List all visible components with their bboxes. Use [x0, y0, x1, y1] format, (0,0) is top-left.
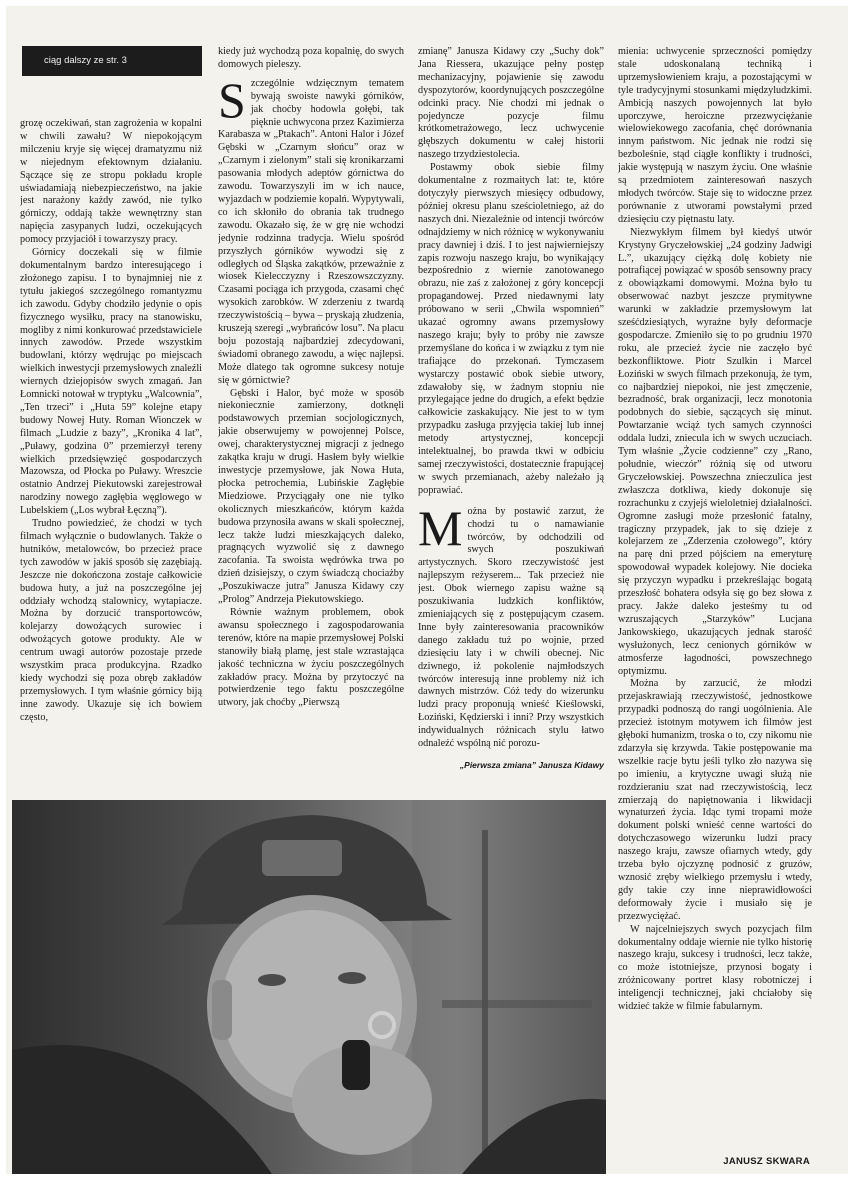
photo-caption: „Pierwsza zmiana” Janusza Kidawy: [459, 760, 604, 770]
paragraph: Postawmy obok siebie filmy dokumentalne z rozmaitych lat: te, które dotyczyły pierwszych miesięcy odbudowy, później okresu planu sześcioletniego, aż do naszych dni. Niezależnie od intencji twórców odnajdziemy w nich różnicę w wykonywaniu pracy dawniej i dziś. I to jest najwierniejszy zapis rozwoju naszego kraju, bo wynikający bezpośrednio z wiernie zanotowanego obrazu, nie zaś z założonej z góry koncepcji propagandowej. Przed niedawnymi laty próbowano w serii „Chwila wspomnień” ukazać ogromny awans przemysłowy naszego kraju; były to próby nie zawsze przemyślane do końca i w związku z tym nie trafiające do przekonań. Tymczasem wystarczy postawić obok siebie utwory, zdawałoby się, w żadnym stopniu nie przylegające jedne do drugich, a efekt będzie całkowicie zaskakujący. Nie jest to w tym przypadku zasługa przyjęcia takiej lub innej metody artystycznej, koncepcji intelektualnej, bo prawda tkwi w odbiciu samej rzeczywistości, dostatecznie frapującej w swych przemianach, ażeby należało ją poprawiać.: [418, 162, 604, 496]
drop-cap: S: [218, 71, 246, 128]
drop-cap: M: [418, 499, 463, 556]
paragraph: kiedy już wychodzą poza kopalnię, do swych domowych pieleszy.: [218, 46, 404, 70]
paragraph: Górnicy doczekali się w filmie dokumentalnym bardzo interesującego i złożonego zapisu. I to bynajmniej nie z tytułu jakiegoś szczególnego romantyzmu ich zawodu. Gdyby chodziło jedynie o opis fizycznego wysiłku, pracy na stanowisku, mogliby z nimi konkurować przedstawiciele innych zawodów. Przede wszystkim budowlani, którzy wędrując po miejscach wielkich inwestycji przemysłowych znaleźli wiernych dziejopisów swych zmagań. Jan Łomnicki notował w tryptyku „Walcownia”, „Ten trzeci” i „Huta 59” kolejne etapy budowy Nowej Huty. Roman Wionczek w filmach „Ludzie z bazy”, „Kronika 4 lat”, „Puławy, godzina 0” przemierzył tereny wielkich przedsięwzięć gospodarczych Mazowsza, od Płocka po Puławy. Wreszcie ostatnio Andrzej Piekutowski zarejestrował narodziny nowego zagłębia węglowego w Lubelskiem („Los wybrał Łęczną”).: [20, 247, 202, 517]
column-4: [618, 46, 812, 1146]
column-2: [218, 46, 404, 786]
miner-photo-icon: [12, 800, 606, 1174]
continued-banner: ciąg dalszy ze str. 3: [22, 46, 202, 76]
paragraph: Można by zarzucić, że młodzi przejaskrawiają rzeczywistość, jednostkowe przypadki podnoszą do rangi uogólnienia. Ale przecież istotnym motywem ich filmów jest głęboki humanizm, troska o to, czy nikomu nie zdarzyła się krzywda. Takie postępowanie ma wszelkie racje bytu jeśli tylko zło nazywa się po imieniu, a krytyczne uwagi służą nie rozdzieraniu szat nad rzeczywistością, lecz zmierzają do napiętnowania i likwidacji wynaturzeń życia. Idąc tymi tropami może dokument polski wnieść cenne wartości do dotychczasowego wizerunku ludzi pracy naszego kraju, zawsze ofiarnych wtedy, gdy trzeba było ojczyznę podnosić z gruzów, wznosić zręby wielkiego przemysłu i wtedy, gdy takie czy inne nieprawidłowości deformowały życie i musiało się je przezwyciężać.: [618, 678, 812, 922]
paragraph: W najcelniejszych swych pozycjach film dokumentalny oddaje wiernie nie tylko historię naszego kraju, sukcesy i trudności, lecz także, co może istotniejsze, przynosi bogaty i zróżnicowany portret klasy robotniczej i inteligencji technicznej, jaki chciałoby się widzieć także w filmie fabularnym.: [618, 923, 812, 1013]
paragraph-text: ożna by postawić zarzut, że chodzi tu o namawianie twórców, by odchodzili od swych poszukiwań artystycznych. Skoro rzeczywistość jest najlepszym reżyserem... Tak przecież nie jest. Obok wiernego zapisu ważne są poszukiwania ludzkich konfliktów, zmieniających się z postępującym czasem. Inne były zainteresowania pracowników danego zakładu tuż po wojnie, przed dziesięciu laty i w chwili obecnej. Nic dziwnego, iż pokolenie najmłodszych twórców interesują inne problemy niż ich dawnych mistrzów. Cóż tedy do wizerunku ludzi pracy proponują wnieść Kieślowski, Łoziński, Kędzierski i inni? Przy wszystkich indywidualnych różnicach stylu łatwo odnaleźć wspólną nić porozu-: [418, 505, 604, 750]
paragraph: Równie ważnym problemem, obok awansu społecznego i zagospodarowania terenów, które na mapie przemysłowej Polski stanowiły białą plamę, jest stale wzrastająca jakość techniczna w życiu poszczególnych zakładów pracy. Można by przytoczyć na potwierdzenie tego faktu poszczególne utwory, jak choćby „Pierwszą: [218, 606, 404, 709]
paragraph: Niezwykłym filmem był kiedyś utwór Krystyny Gryczełowskiej „24 godziny Jadwigi L.”, ukazujący ciężką dolę kobiety nie potrafiącej powiązać w sposób sensowny pracy z obowiązkami domowymi. Można było tu obserwować nazbyt jeszcze prymitywne warunki w zakładzie przemysłowym lat sześćdziesiątych, wyraźne były deformacje gospodarcze. Zmieniło się to po grudniu 1970 roku, ale przecież życie nie zaczęło być bezkonfliktowe. Piotr Szulkin i Marcel Łoziński w swych filmach przekonują, że tym, co najbardziej niepokoi, nie jest zmęczenie, bezradność, brak organizacji, lecz monotonia podobnych do siebie, sączących się minut. Powtarzanie wciąż tych samych czynności oddala ludzi, zniecula ich w swych uczuciach. Tym właśnie „Życie codzienne” czy „Rano, południe, wieczór” różnią się od utworu Gryczełowskiej. Powszechna znieczulica jest zwłaszcza dotkliwa, kiedy dokonuje się rozrachunku z czyjejś wieloletniej działalności. Ogromne zasługi może przesłonić fatalny, tragiczny przypadek, jak to się dzieje z kolejarzem ze „Zderzenia czołowego”, który na parę dni przed pójściem na emeryturę spowodował wypadek kolejowy. Nie docieka się przyczyn wypadku i przekreślając bogatą przeszłość bohatera odsyła się go bez słowa z pracy. Jakże daleko jesteśmy tu od wzruszających „Starzyków” Lucjana Jankowskiego, ukazujących jednak starość wysłużonych, lecz cenionych górników w atmosferze łagodności, powszechnego optymizmu.: [618, 226, 812, 677]
paragraph-text: zczególnie wdzięcznym tematem bywają swoiste nawyki górników, jak choćby hodowla gołębi, tak pięknie uchwycona przez Kazimierza Karabasza w „Ptakach”. Antoni Halor i Józef Gębski w „Czarnym słońcu” oraz w „Czarnym i zielonym” stali się kronikarzami pasowania młodych adeptów górnictwa do zawodu. Towarzyszyli im w ich nauce, wyjazdach w podziemie kopalń. Wypytywali, co ich skłoniło do obrania tak trudnego zawodu. Okazało się, że w grę nie wchodzi jedynie rodzinna tradycja. Wielu spośród przyszłych górników wywodzi się z odległych od Śląska zakątków, przeważnie z wiosek Kielecczyzny i Rzeszowszczyzny. Czasami pociąga ich przygoda, czasami chęć wysokich zarobków. W zderzeniu z twardą rzeczywistością – bywa – pryskają złudzenia, kruszeją szeregi „wybrańców losu”. Na placu boju pozostają najbardziej zdecydowani, świadomi obranego zawodu, a więc najlepsi. Może dlatego tak ogromne sukcesy notuje się w górnictwie?: [218, 77, 404, 386]
paragraph: Trudno powiedzieć, że chodzi w tych filmach wyłącznie o budowlanych. Także o hutników, metalowców, bo przecież prace tych zawodów w jakiś sposób się zazębiają. Jeszcze nie dokończona zostaje całkowicie budowa huty, a już na poszczególne jej oddziały wchodzą stalownicy, wytapiacze. Można by dorzucić transportowców, kolejarzy dowożących surowiec i odwożących gotowe produkty. Ale w centrum uwagi autorów pozostaje przede wszystkim praca produkcyjna. Rzadko kiedy wychodzi się poza obręb zakładów przemysłowych. I tym właśnie górnicy biją inne zawody. Ukazuje się ich bowiem często,: [20, 518, 202, 723]
magazine-page: [6, 6, 848, 1174]
paragraph: zmianę” Janusza Kidawy czy „Suchy dok” Jana Riessera, ukazujące pełny postęp mechanizacyjny, pojawienie się zawodu dyspozytorów, koordynujących poszczególne odcinki pracy. Nie chodzi mi jednak o pojedyncze pozycje filmu krótkometrażowego, lecz uchwycenie głębszych dokumentu w całej historii naszego trzydziestolecia.: [418, 46, 604, 161]
author-signature: JANUSZ SKWARA: [723, 1156, 810, 1167]
column-1: [20, 118, 202, 786]
paragraph: Gębski i Halor, być może w sposób niekoniecznie zamierzony, dotknęli podstawowych przemian socjologicznych, jakie obserwujemy w powojennej Polsce, owej, charakterystycznej migracji z jednego zakątka kraju w drugi. Hasłem były wielkie inwestycje przemysłowe, jak Nowa Huta, płocka petrochemia, Lubińskie Zagłębie Miedziowe. Przyciągały one nie tylko okolicznych mieszkańców, którym każda budowa przynosiła awans w skali społecznej, lecz także ludzi mieszkających daleko, pragnących wyzwolić się z dawnego zacofania. Ta swoista wędrówka trwa po dzień dzisiejszy, o czym świadczą chociażby „Poszukiwacze jutra” Janusza Kidawy czy „Prolog” Andrzeja Piekutowskiego.: [218, 387, 404, 606]
paragraph-dropcap: [218, 71, 404, 388]
paragraph: mienia: uchwycenie sprzeczności pomiędzy stale udoskonalaną techniką i uprzemysłowieniem kraju, a pozostającymi w tyle tradycyjnymi stosunkami międzyludzkimi. Ambicją naszych powojennych lat było uporczywe, heroiczne przezwyciężanie wielowiekowego zacofania, chęć dorównania innym państwom. Nic jednak nie rodzi się bezboleśnie, stąd ciągłe konflikty i trudności, jakie występują w naszym życiu. One właśnie są przedmiotem zainteresowań naszych młodych twórców. Staje się to widoczne przez porównanie z utworami powstałymi przed dziesięciu czy piętnastu laty.: [618, 46, 812, 225]
column-3: [418, 46, 604, 756]
paragraph: grozę oczekiwań, stan zagrożenia w kopalni w chwili zawału? W niepokojącym milczeniu kryje się więcej dramatyzmu niż w niejednym efektownym działaniu. Sączące się ze stropu pokładu krople uświadamiają niebezpieczeństwo, na jakie jest narażony każdy zawód, nie tylko górniczy, oddają także wewnętrzny stan napięcia zasypanych ludzi, oczekujących pomocy przyjaciół i towarzyszy pracy.: [20, 118, 202, 246]
paragraph-dropcap: [418, 499, 604, 751]
photo-illustration: [12, 800, 606, 1174]
